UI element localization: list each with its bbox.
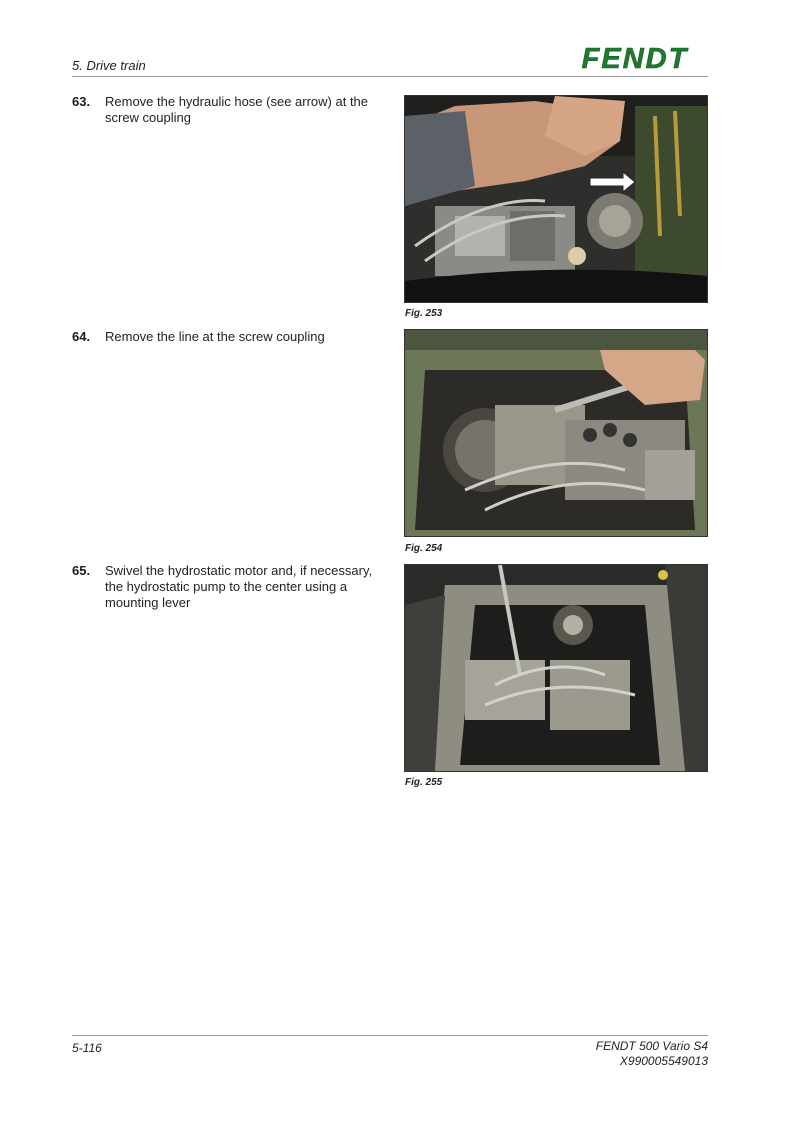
footer-info: [596, 1039, 708, 1069]
model-name: FENDT 500 Vario S4: [595, 1039, 708, 1053]
engine-photo-line-removal: [404, 329, 708, 537]
engine-photo-swivel-motor: [404, 564, 708, 772]
document-number: X990005549013: [619, 1054, 708, 1068]
step-number: 64.: [72, 329, 91, 344]
engine-photo-hose-removal: [404, 95, 708, 303]
figure-caption: Fig. 255: [405, 777, 443, 788]
logo-text: FENDT: [581, 44, 689, 72]
step-number: 63.: [72, 94, 91, 109]
header-rule: [72, 76, 708, 77]
fendt-logo: [561, 44, 709, 72]
page-number: 5-116: [72, 1041, 102, 1055]
section-title: 5. Drive train: [72, 58, 146, 73]
footer-rule: [72, 1035, 708, 1036]
step-text: Remove the hydraulic hose (see arrow) at the screw coupling: [105, 94, 369, 125]
step-text: Swivel the hydrostatic motor and, if necessary, the hydrostatic pump to the center using a mounting lever: [105, 563, 373, 610]
figure-caption: Fig. 253: [405, 308, 443, 319]
figure-caption: Fig. 254: [405, 543, 443, 554]
step-number: 65.: [72, 563, 91, 578]
step-text: Remove the line at the screw coupling: [105, 329, 325, 344]
